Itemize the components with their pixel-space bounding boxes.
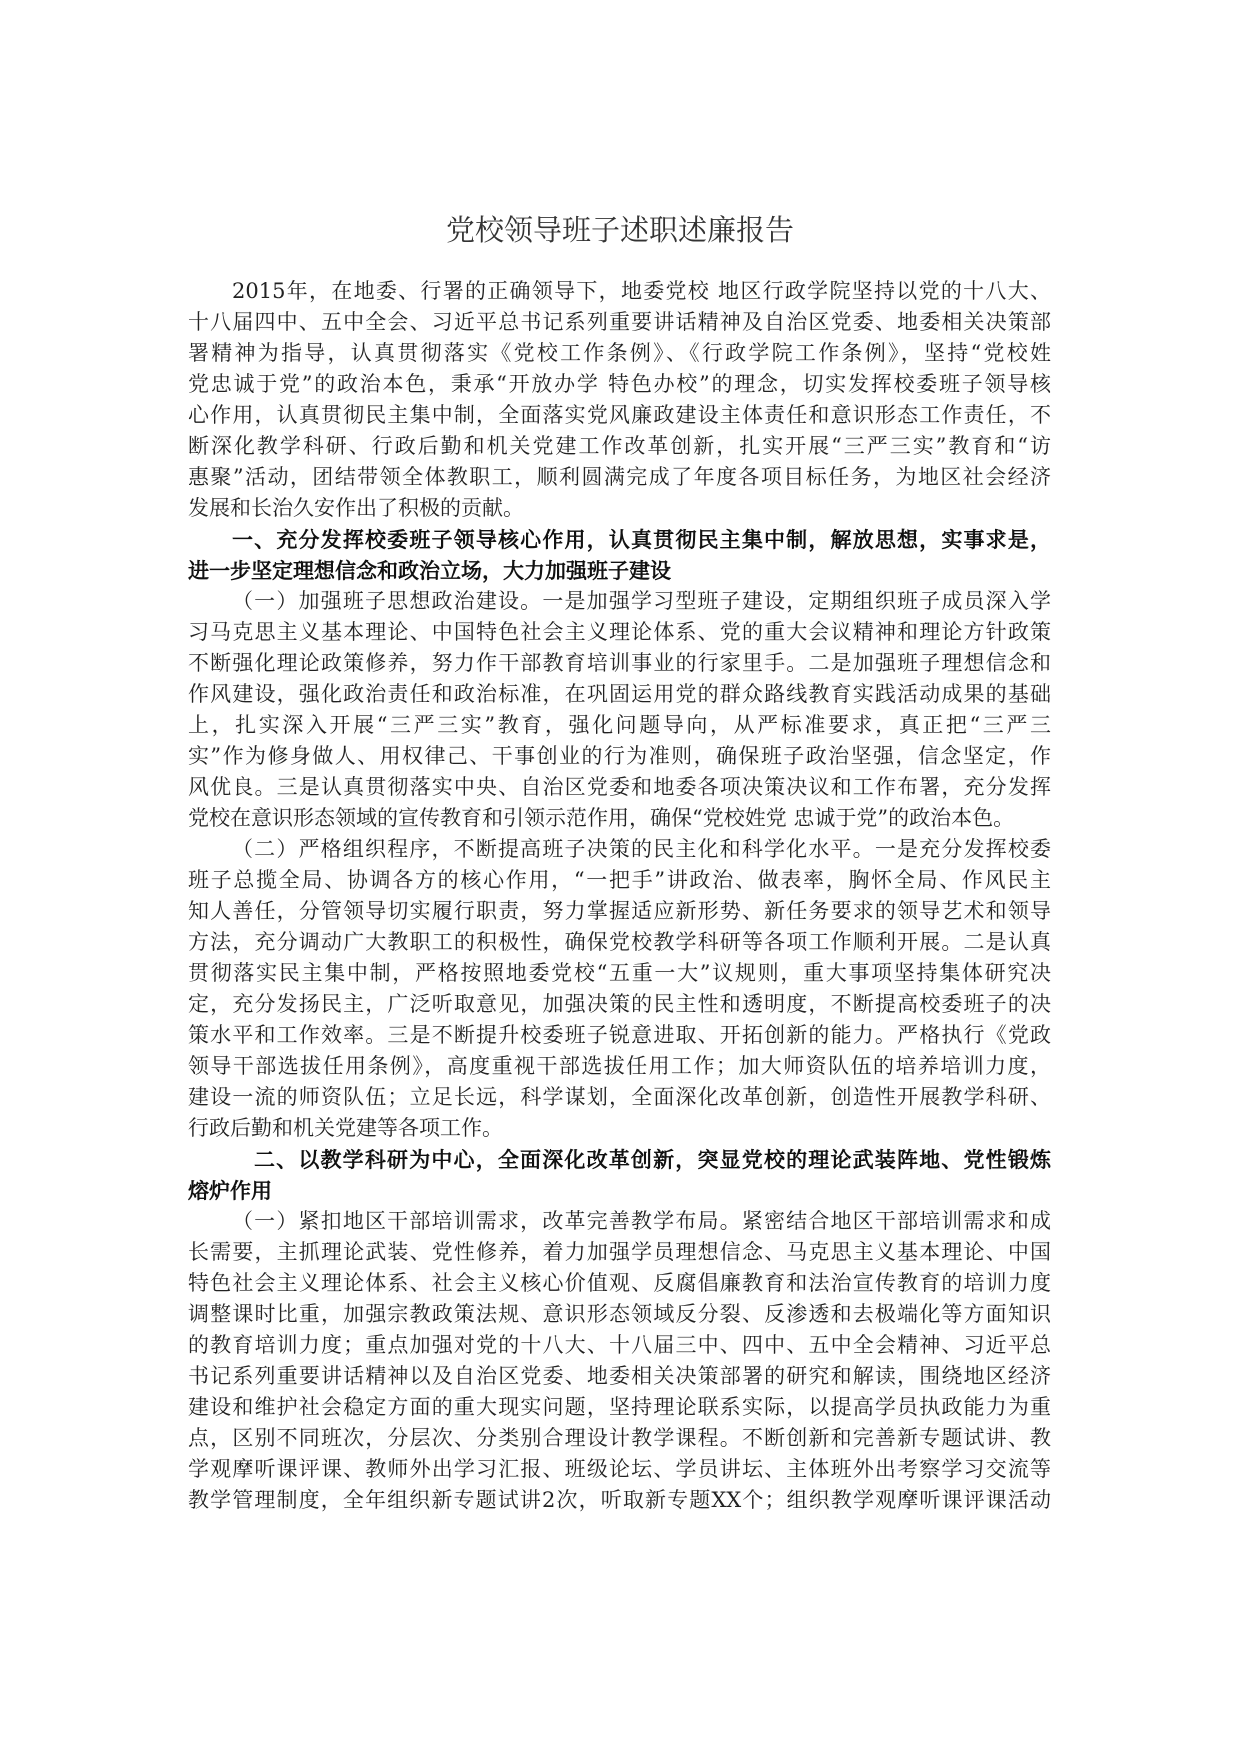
section-heading bbox=[188, 1144, 1051, 1206]
text-line: 调整课时比重，加强宗教政策法规、意识形态领域反分裂、反渗透和去极端化等方面知识 bbox=[188, 1302, 1051, 1326]
text-line: 定，充分发扬民主，广泛听取意见，加强决策的民主性和透明度，不断提高校委班子的决 bbox=[188, 992, 1051, 1016]
text-line: （一）紧扣地区干部培训需求，改革完善教学布局。紧密结合地区干部培训需求和成 bbox=[232, 1209, 1051, 1233]
text-line: 贯彻落实民主集中制，严格按照地委党校“五重一大”议规则，重大事项坚持集体研究决 bbox=[188, 961, 1051, 985]
text-line: 策水平和工作效率。三是不断提升校委班子锐意进取、开拓创新的能力。严格执行《党政 bbox=[188, 1023, 1051, 1047]
text-line: 学观摩听课评课、教师外出学习汇报、班级论坛、学员讲坛、主体班外出考察学习交流等 bbox=[188, 1457, 1051, 1481]
text-line: 党校在意识形态领域的宣传教育和引领示范作用，确保“党校姓党 忠诚于党”的政治本色。 bbox=[188, 806, 1015, 830]
text-line: 发展和长治久安作出了积极的贡献。 bbox=[188, 496, 524, 520]
text-line: 上，扎实深入开展“三严三实”教育，强化问题导向，从严标准要求，真正把“三严三 bbox=[188, 713, 1051, 737]
text-line: 署精神为指导，认真贯彻落实《党校工作条例》、《行政学院工作条例》，坚持“党校姓 bbox=[188, 341, 1051, 365]
text-line: 心作用，认真贯彻民主集中制，全面落实党风廉政建设主体责任和意识形态工作责任，不 bbox=[188, 403, 1051, 427]
text-line: 教学管理制度，全年组织新专题试讲2次，听取新专题XX个；组织教学观摩听课评课活动 bbox=[188, 1488, 1051, 1512]
text-line: 党忠诚于党”的政治本色，秉承“开放办学 特色办校”的理念，切实发挥校委班子领导核 bbox=[188, 372, 1051, 396]
text-line: 进一步坚定理想信念和政治立场，大力加强班子建设 bbox=[188, 558, 671, 583]
text-line: 习马克思主义基本理论、中国特色社会主义理论体系、党的重大会议精神和理论方针政策 bbox=[188, 620, 1051, 644]
text-line: 一、充分发挥校委班子领导核心作用，认真贯彻民主集中制，解放思想，实事求是， bbox=[232, 527, 1051, 552]
text-line: 二、以教学科研为中心，全面深化改革创新，突显党校的理论武装阵地、党性锻炼 bbox=[254, 1147, 1051, 1172]
text-line: 十八届四中、五中全会、习近平总书记系列重要讲话精神及自治区党委、地委相关决策部 bbox=[188, 310, 1051, 334]
section-heading bbox=[188, 524, 1051, 586]
paragraph bbox=[188, 1206, 1051, 1516]
text-line: 建设一流的师资队伍；立足长远，科学谋划，全面深化改革创新，创造性开展教学科研、 bbox=[188, 1085, 1051, 1109]
text-line: 知人善任，分管领导切实履行职责，努力掌握适应新形势、新任务要求的领导艺术和领导 bbox=[188, 899, 1051, 923]
text-line: 班子总揽全局、协调各方的核心作用，“一把手”讲政治、做表率，胸怀全局、作风民主 bbox=[188, 868, 1051, 892]
text-line: 2015年，在地委、行署的正确领导下，地委党校 地区行政学院坚持以党的十八大、 bbox=[232, 279, 1051, 303]
text-line: 领导干部选拔任用条例》，高度重视干部选拔任用工作；加大师资队伍的培养培训力度， bbox=[188, 1054, 1051, 1078]
text-line: 特色社会主义理论体系、社会主义核心价值观、反腐倡廉教育和法治宣传教育的培训力度 bbox=[188, 1271, 1051, 1295]
text-line: 书记系列重要讲话精神以及自治区党委、地委相关决策部署的研究和解读，围绕地区经济 bbox=[188, 1364, 1051, 1388]
paragraph bbox=[188, 834, 1051, 1144]
text-line: 作风建设，强化政治责任和政治标准，在巩固运用党的群众路线教育实践活动成果的基础 bbox=[188, 682, 1051, 706]
text-line: 方法，充分调动广大教职工的积极性，确保党校教学科研等各项工作顺利开展。二是认真 bbox=[188, 930, 1051, 954]
text-line: 实”作为修身做人、用权律己、干事创业的行为准则，确保班子政治坚强，信念坚定，作 bbox=[188, 744, 1051, 768]
document-title: 党校领导班子述职述廉报告 bbox=[445, 213, 794, 247]
text-line: 的教育培训力度；重点加强对党的十八大、十八届三中、四中、五中全会精神、习近平总 bbox=[188, 1333, 1051, 1357]
text-line: 不断强化理论政策修养，努力作干部教育培训事业的行家里手。二是加强班子理想信念和 bbox=[188, 651, 1051, 675]
paragraph bbox=[188, 276, 1051, 524]
text-line: 断深化教学科研、行政后勤和机关党建工作改革创新，扎实开展“三严三实”教育和“访 bbox=[188, 434, 1051, 458]
document-body bbox=[188, 276, 1051, 1516]
text-line: 惠聚”活动，团结带领全体教职工，顺利圆满完成了年度各项目标任务，为地区社会经济 bbox=[188, 465, 1051, 489]
text-line: 长需要，主抓理论武装、党性修养，着力加强学员理想信念、马克思主义基本理论、中国 bbox=[188, 1240, 1051, 1264]
text-line: 风优良。三是认真贯彻落实中央、自治区党委和地委各项决策决议和工作布署，充分发挥 bbox=[188, 775, 1051, 799]
paragraph bbox=[188, 586, 1051, 834]
text-line: 熔炉作用 bbox=[188, 1178, 272, 1203]
text-line: （一）加强班子思想政治建设。一是加强学习型班子建设，定期组织班子成员深入学 bbox=[232, 589, 1051, 613]
text-line: 行政后勤和机关党建等各项工作。 bbox=[188, 1116, 503, 1140]
text-line: （二）严格组织程序，不断提高班子决策的民主化和科学化水平。一是充分发挥校委 bbox=[232, 837, 1051, 861]
text-line: 建设和维护社会稳定方面的重大现实问题，坚持理论联系实际，以提高学员执政能力为重 bbox=[188, 1395, 1051, 1419]
text-line: 点，区别不同班次，分层次、分类别合理设计教学课程。不断创新和完善新专题试讲、教 bbox=[188, 1426, 1051, 1450]
